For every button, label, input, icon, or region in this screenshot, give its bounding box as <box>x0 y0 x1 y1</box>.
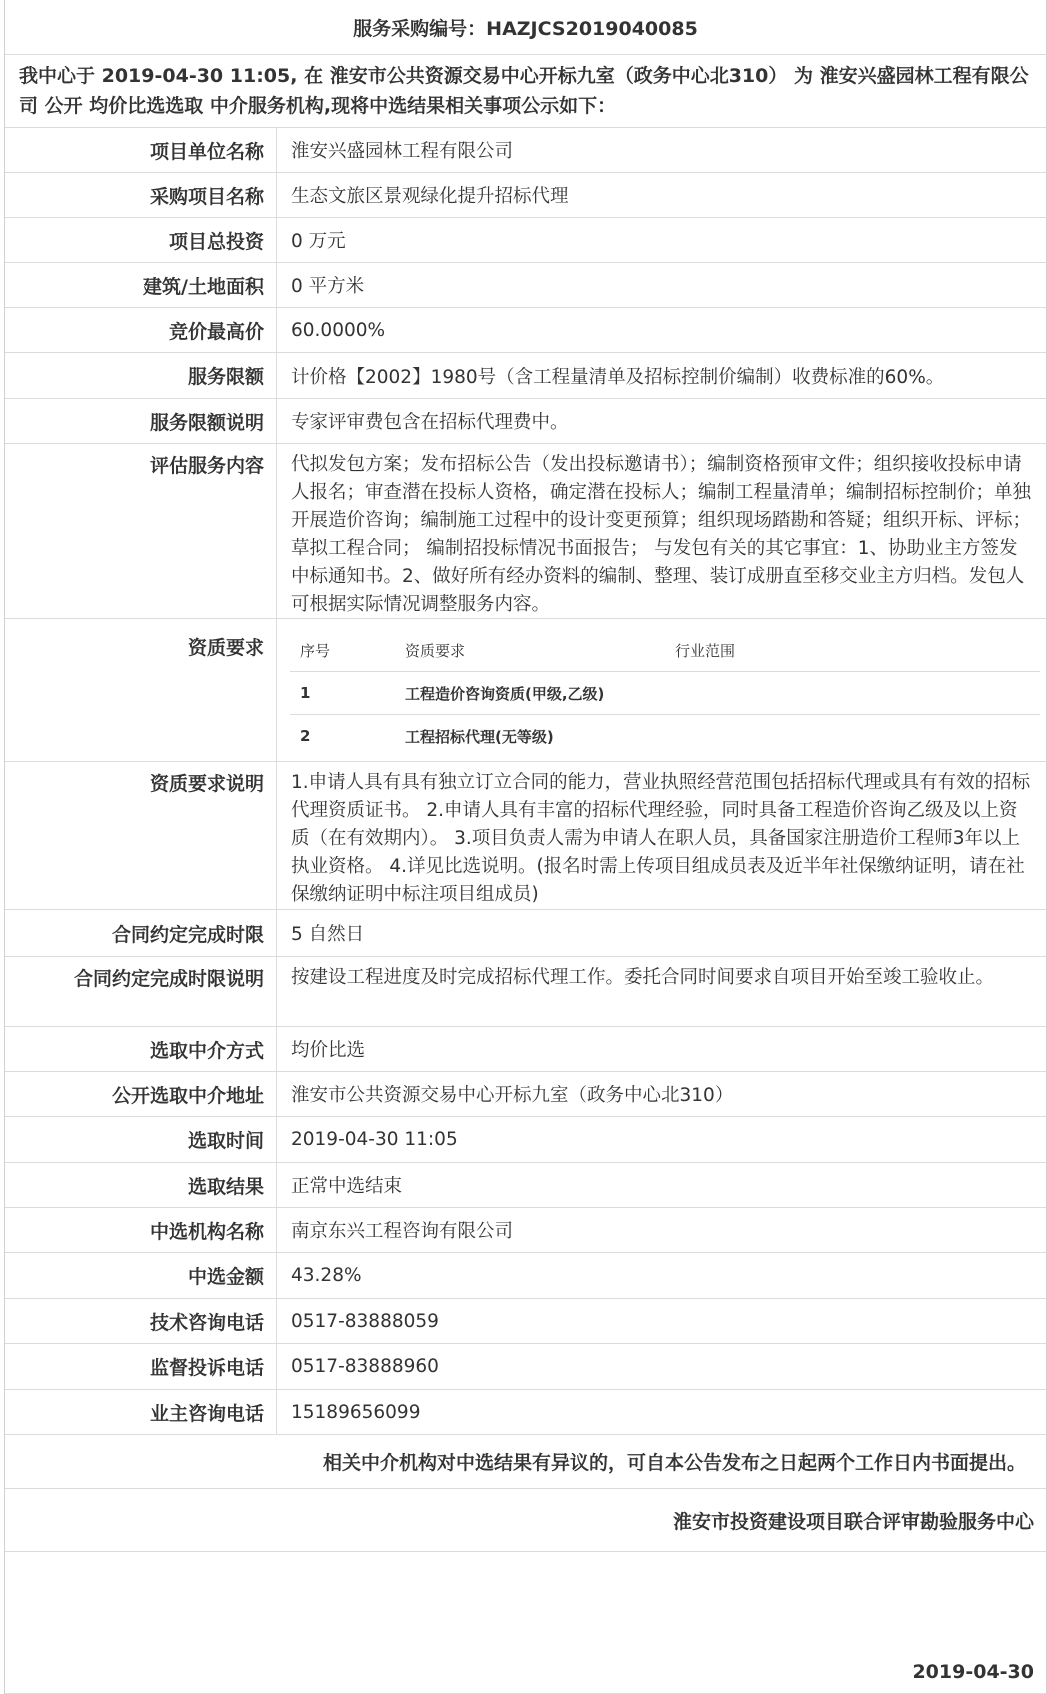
objection-note-row <box>5 1435 1046 1489</box>
row-max-price <box>5 308 1046 353</box>
row-project-name <box>5 173 1046 218</box>
row-result <box>5 1163 1046 1208</box>
intro-text: 我中心于 2019-04-30 11:05, 在 淮安市公共资源交易中心开标九室（政务中心北310） 为 淮安兴盛园林工程有限公司 公开 均价比选选取 中介服务机构,现将中选结果相关事项公示如下： <box>19 65 1029 117</box>
field-value: 代拟发包方案；发布招标公告（发出投标邀请书）；编制资格预审文件；组织接收投标申请人报名；审查潜在投标人资格，确定潜在投标人；编制工程量清单；编制招标控制价；单独开展造价咨询；编制施工过程中的设计变更预算；组织现场踏勘和答疑；组织开标、评标；草拟工程合同； 编制招投标情况书面报告； 与发包有关的其它事宜：1、协助业主方签发中标通知书。2、做好所有经办资料的编制、整理、装订成册直至移交业主方归档。发包人可根据实际情况调整服务内容。 <box>291 454 1032 615</box>
header-no: 序号 <box>290 629 405 672</box>
field-label: 业主咨询电话 <box>5 1390 277 1434</box>
row-service-limit-note <box>5 399 1046 444</box>
field-label: 选取结果 <box>5 1163 277 1207</box>
field-value: 南京东兴工程咨询有限公司 <box>291 1221 514 1242</box>
field-value: 1.申请人具有具有独立订立合同的能力，营业执照经营范围包括招标代理或具有有效的招标代理资质证书。 2.申请人具有丰富的招标代理经验，同时具备工程造价咨询乙级及以上资质（在有效期内）。 3.项目负责人需为申请人在职人员，具备国家注册造价工程师3年以上执业资格。 4.详见比选说明。(报名时需上传项目组成员表及近半年社保缴纳证明，请在社保缴纳证明中标注项目组成员) <box>291 772 1031 905</box>
field-value: 淮安市公共资源交易中心开标九室（政务中心北310） <box>291 1085 734 1106</box>
field-value: 0 平方米 <box>291 276 365 297</box>
field-label: 资质要求说明 <box>5 762 277 909</box>
row-service-content <box>5 444 1046 619</box>
row-scope <box>675 672 1040 715</box>
procurement-number: 服务采购编号：HAZJCS2019040085 <box>353 17 698 40</box>
row-qualification-note <box>5 762 1046 910</box>
row-complaint-phone <box>5 1344 1046 1390</box>
field-label: 项目单位名称 <box>5 128 277 172</box>
issuer-name: 淮安市投资建设项目联合评审勘验服务中心 <box>672 1510 1034 1533</box>
row-qualification <box>5 619 1046 762</box>
field-value: 按建设工程进度及时完成招标代理工作。委托合同时间要求自项目开始至竣工验收止。 <box>291 967 995 988</box>
field-value: 5 自然日 <box>291 924 365 945</box>
qualification-table <box>290 629 1040 757</box>
publish-date: 2019-04-30 <box>912 1661 1034 1683</box>
field-value: 0 万元 <box>291 231 346 252</box>
field-label: 技术咨询电话 <box>5 1299 277 1343</box>
field-value: 计价格【2002】1980号（含工程量清单及招标控制价编制）收费标准的60%。 <box>291 366 945 388</box>
field-value: 43.28% <box>291 1265 362 1286</box>
field-label: 选取中介方式 <box>5 1027 277 1071</box>
field-label: 竞价最高价 <box>5 308 277 352</box>
procurement-number-row <box>5 0 1046 55</box>
row-address <box>5 1072 1046 1117</box>
row-investment <box>5 218 1046 263</box>
field-label: 建筑/土地面积 <box>5 263 277 307</box>
header-requirement: 资质要求 <box>405 629 675 672</box>
publish-date-row <box>5 1552 1046 1694</box>
row-deadline <box>5 910 1046 957</box>
row-deadline-note <box>5 957 1046 1027</box>
field-label: 中选机构名称 <box>5 1208 277 1252</box>
field-label: 评估服务内容 <box>5 444 277 618</box>
field-value: 15189656099 <box>291 1401 421 1423</box>
field-value: 淮安兴盛园林工程有限公司 <box>291 141 514 162</box>
field-label: 项目总投资 <box>5 218 277 262</box>
row-requirement: 工程造价咨询资质(甲级,乙级) <box>405 672 675 715</box>
row-owner-phone <box>5 1390 1046 1435</box>
field-label: 服务限额 <box>5 353 277 398</box>
announcement-table <box>4 0 1047 1694</box>
field-label: 资质要求 <box>5 619 277 761</box>
row-service-limit <box>5 353 1046 399</box>
row-winner <box>5 1208 1046 1253</box>
row-tech-phone <box>5 1299 1046 1344</box>
field-value: 60.0000% <box>291 319 386 341</box>
field-value: 0517-83888960 <box>291 1356 439 1377</box>
table-row <box>290 672 1040 715</box>
field-value: 0517-83888059 <box>291 1310 439 1332</box>
field-value: 专家评审费包含在招标代理费中。 <box>291 412 569 433</box>
field-label: 服务限额说明 <box>5 399 277 443</box>
intro-row <box>5 55 1046 128</box>
row-no: 1 <box>290 672 405 715</box>
field-label: 选取时间 <box>5 1117 277 1162</box>
row-requirement: 工程招标代理(无等级) <box>405 727 554 746</box>
row-no: 2 <box>300 727 311 745</box>
objection-note: 相关中介机构对中选结果有异议的，可自本公告发布之日起两个工作日内书面提出。 <box>322 1452 1026 1474</box>
row-scope <box>675 715 1040 758</box>
row-project-unit <box>5 128 1046 173</box>
issuer-row <box>5 1489 1046 1552</box>
row-method <box>5 1027 1046 1072</box>
header-scope: 行业范围 <box>675 629 1040 672</box>
row-area <box>5 263 1046 308</box>
field-label: 采购项目名称 <box>5 173 277 217</box>
table-row <box>290 715 1040 758</box>
field-label: 中选金额 <box>5 1253 277 1298</box>
qualification-header-row <box>290 629 1040 672</box>
row-amount <box>5 1253 1046 1299</box>
field-value: 正常中选结束 <box>291 1176 403 1197</box>
field-label: 合同约定完成时限说明 <box>5 957 277 1026</box>
field-value: 均价比选 <box>291 1040 366 1061</box>
row-time <box>5 1117 1046 1163</box>
field-value: 2019-04-30 11:05 <box>291 1129 458 1150</box>
field-label: 合同约定完成时限 <box>5 910 277 956</box>
field-value: 生态文旅区景观绿化提升招标代理 <box>291 186 569 207</box>
field-label: 监督投诉电话 <box>5 1344 277 1389</box>
field-label: 公开选取中介地址 <box>5 1072 277 1116</box>
